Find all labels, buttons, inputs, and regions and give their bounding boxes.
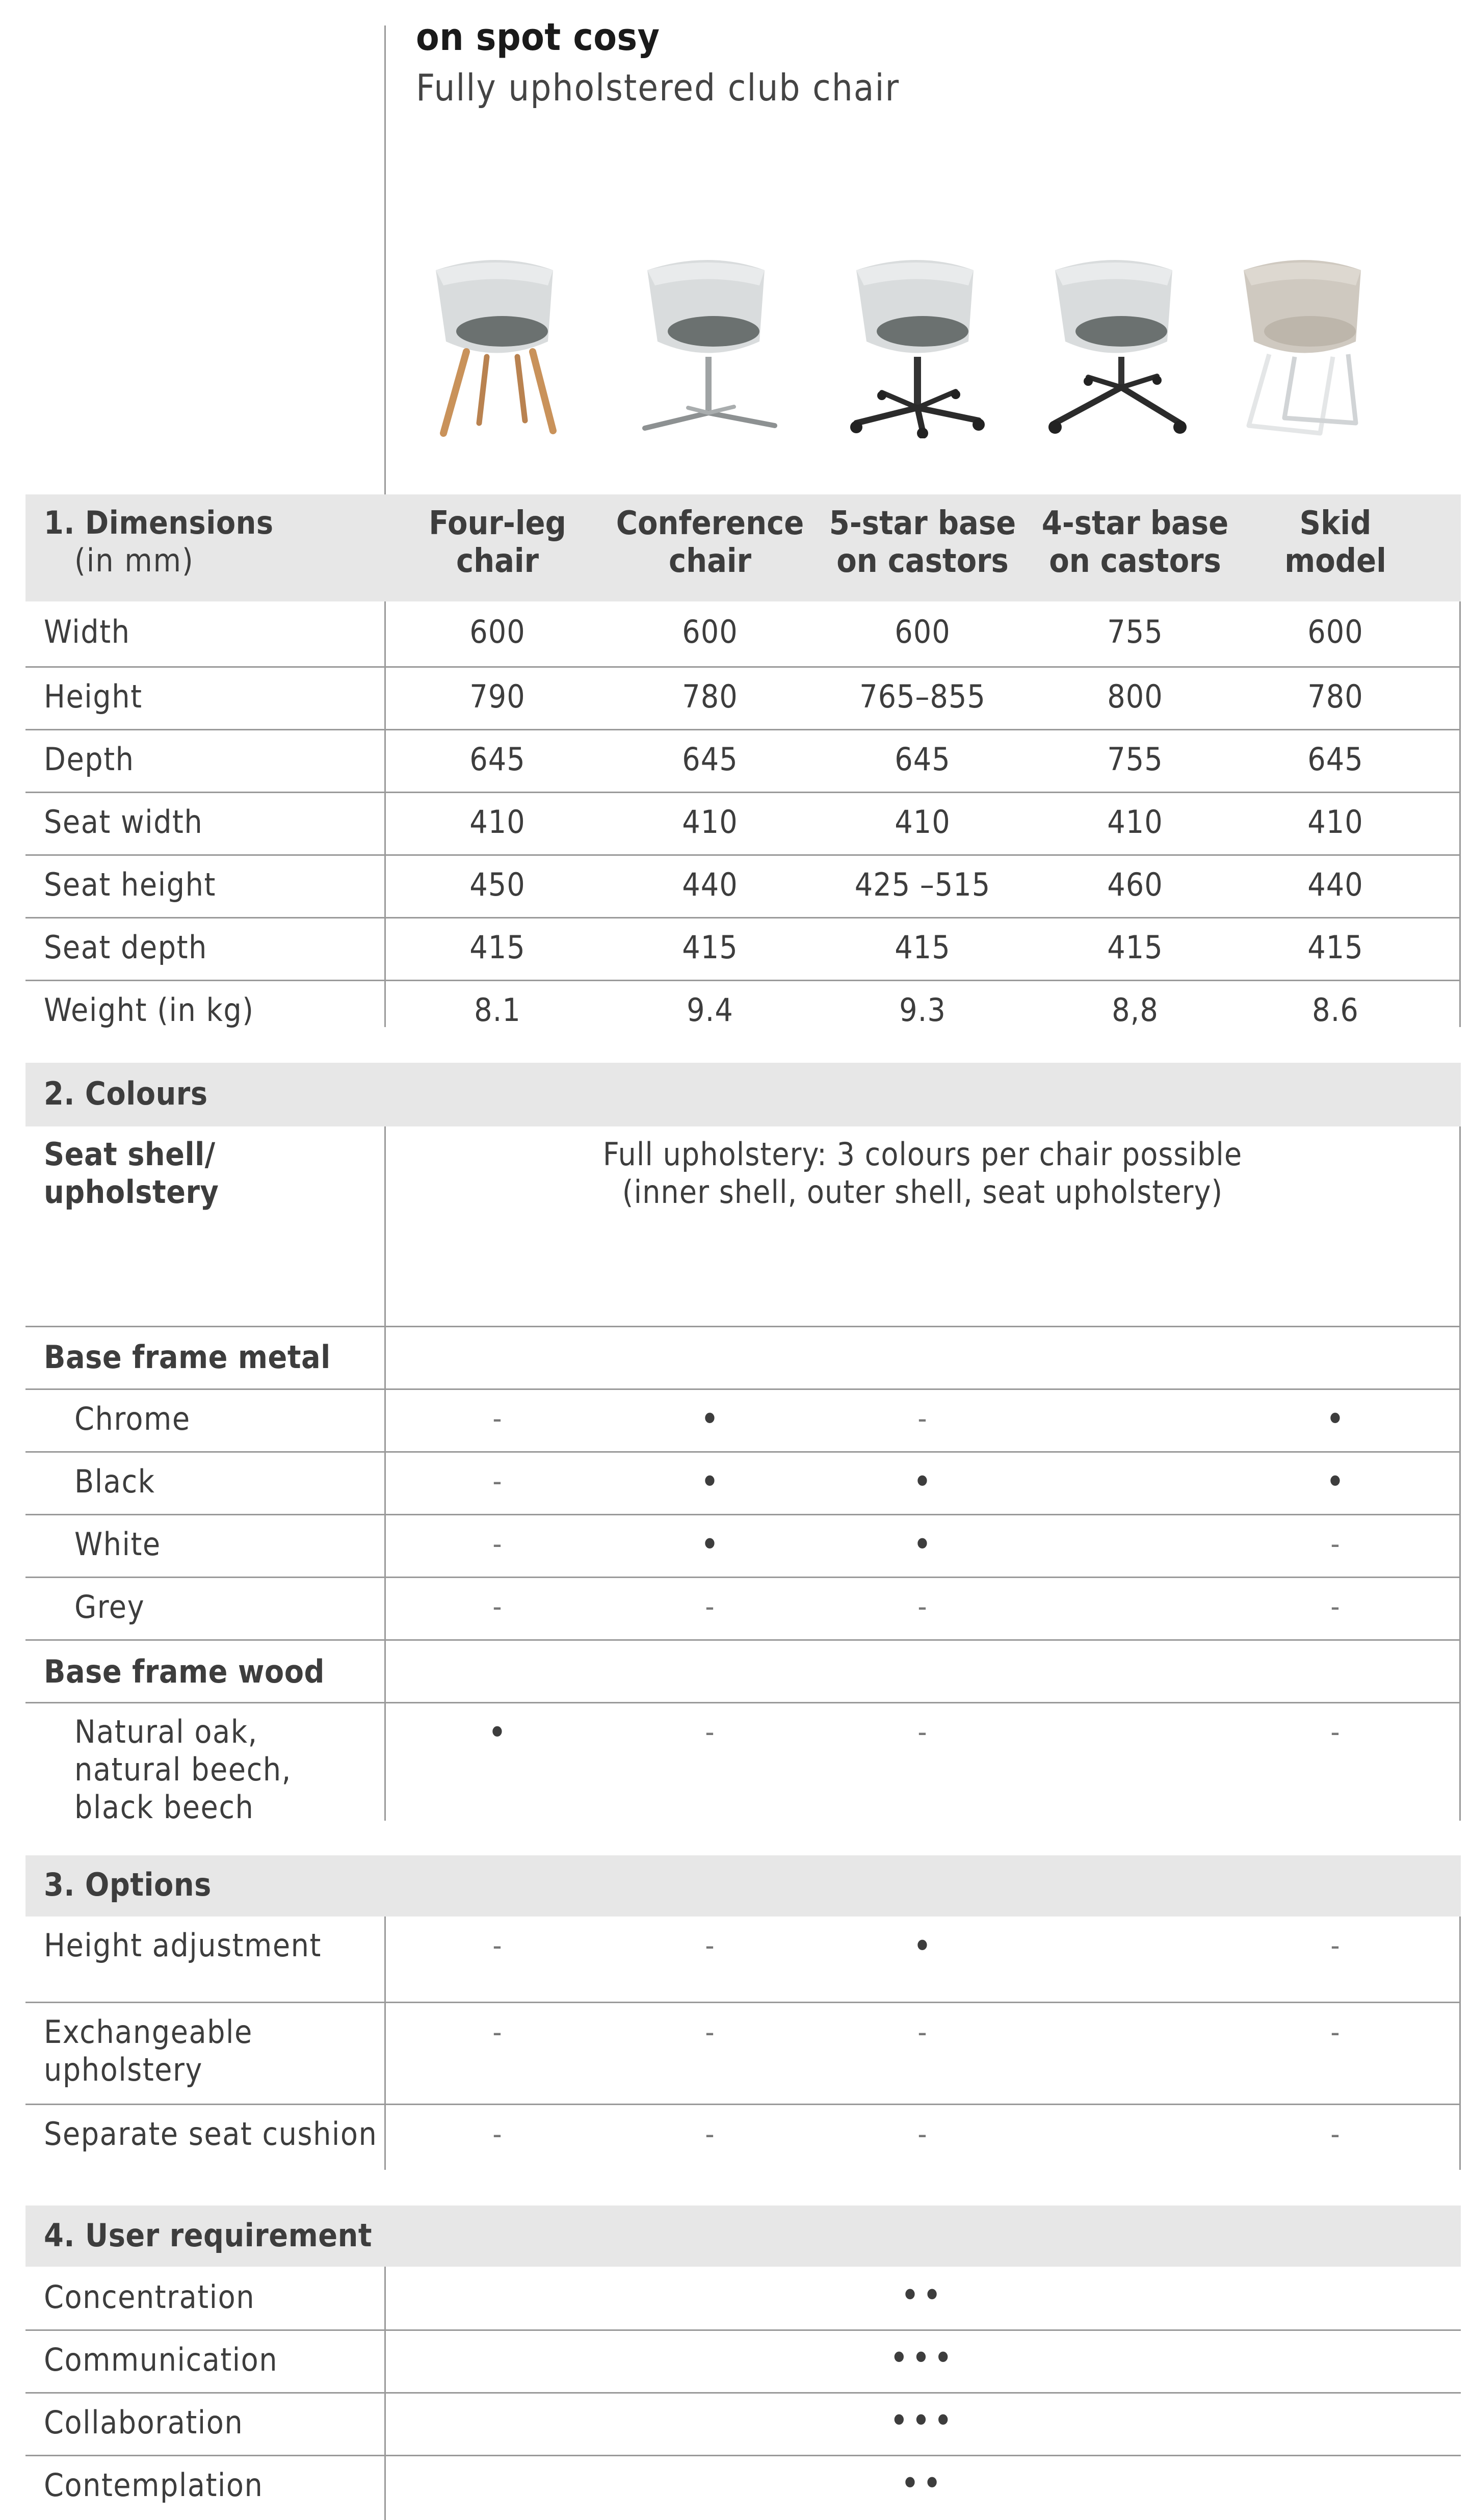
- availability-mark: •: [700, 1398, 720, 1440]
- row-rule: [25, 2104, 1461, 2105]
- row-rule: [25, 1639, 1461, 1641]
- column-header-4-star-line2: on castors: [1049, 542, 1221, 580]
- availability-mark: -: [492, 2016, 503, 2049]
- row-rule: [25, 729, 1461, 730]
- row-rule: [25, 917, 1461, 918]
- availability-mark: -: [492, 1528, 503, 1561]
- product-title: on spot cosy: [416, 15, 660, 59]
- requirement-rating: ••: [900, 2274, 945, 2316]
- row-rule: [25, 792, 1461, 793]
- dimension-value: 415: [1307, 929, 1363, 966]
- skid-chair-image: [1228, 255, 1381, 438]
- dimension-value: 440: [682, 866, 738, 903]
- availability-mark: •: [912, 1925, 933, 1967]
- dimension-value: 415: [895, 929, 951, 966]
- column-header-four-leg-line2: chair: [456, 542, 539, 580]
- availability-mark: •: [1325, 1398, 1346, 1440]
- dimension-value: 415: [682, 929, 738, 966]
- availability-mark: -: [705, 2118, 715, 2151]
- option-row-label: Separate seat cushion: [44, 2115, 378, 2152]
- requirement-rating: ••: [900, 2462, 945, 2504]
- availability-mark: -: [705, 1929, 715, 1962]
- availability-mark: -: [1330, 1929, 1341, 1962]
- conference-chair-image: [632, 255, 785, 438]
- dimension-value: 755: [1107, 613, 1163, 650]
- availability-mark: -: [492, 1402, 503, 1435]
- column-header-conference-line1: Conference: [616, 505, 804, 542]
- right-border: [1459, 1063, 1461, 1821]
- option-row-label: Exchangeable upholstery: [44, 2013, 253, 2088]
- dimension-value: 415: [1107, 929, 1163, 966]
- availability-mark: -: [705, 1716, 715, 1749]
- dimension-value: 410: [1107, 803, 1163, 841]
- availability-mark: -: [705, 2016, 715, 2049]
- metal-row-label: Black: [74, 1463, 155, 1500]
- row-rule: [25, 980, 1461, 981]
- colours-header-band: [25, 1063, 1461, 1126]
- dimension-value: 8.1: [474, 991, 521, 1029]
- row-rule: [25, 2329, 1461, 2331]
- dimension-value: 415: [469, 929, 526, 966]
- dimension-value: 460: [1107, 866, 1163, 903]
- availability-mark: •: [1325, 1461, 1346, 1503]
- availability-mark: •: [700, 1524, 720, 1565]
- four-star-chair-image: [1040, 255, 1193, 438]
- row-rule: [25, 854, 1461, 856]
- dimension-value: 410: [469, 803, 526, 841]
- column-header-skid-line2: model: [1284, 542, 1386, 580]
- dimension-value: 780: [682, 678, 738, 715]
- row-rule: [25, 1514, 1461, 1515]
- dimension-row-label: Seat height: [44, 866, 216, 903]
- option-row-label: Height adjustment: [44, 1927, 322, 1964]
- dimension-value: 645: [682, 741, 738, 778]
- requirement-row-label: Communication: [44, 2341, 278, 2378]
- availability-mark: -: [492, 1465, 503, 1498]
- column-header-skid-line1: Skid: [1299, 505, 1372, 542]
- availability-mark: •: [700, 1461, 720, 1503]
- seat-shell-label: Seat shell/ upholstery: [44, 1136, 219, 1211]
- dimension-value: 425 –515: [854, 866, 991, 903]
- dimensions-unit: (in mm): [74, 542, 194, 579]
- availability-mark: -: [917, 2016, 928, 2049]
- five-star-chair-image: [841, 255, 994, 438]
- dimension-value: 410: [1307, 803, 1363, 841]
- requirement-row-label: Collaboration: [44, 2404, 244, 2441]
- options-heading: 3. Options: [44, 1866, 212, 1903]
- availability-mark: -: [917, 1402, 928, 1435]
- availability-mark: -: [1330, 2118, 1341, 2151]
- dimension-row-label: Seat width: [44, 803, 203, 841]
- dimension-row-label: Depth: [44, 741, 135, 778]
- availability-mark: -: [492, 1929, 503, 1962]
- dimension-value: 755: [1107, 741, 1163, 778]
- row-rule: [25, 666, 1461, 668]
- options-header-band: [25, 1855, 1461, 1917]
- row-rule: [25, 1451, 1461, 1453]
- dimension-value: 645: [895, 741, 951, 778]
- column-header-5-star-line2: on castors: [836, 542, 1009, 580]
- dimension-value: 9.3: [899, 991, 946, 1029]
- dimension-value: 450: [469, 866, 526, 903]
- row-rule: [25, 2002, 1461, 2003]
- availability-mark: -: [492, 1590, 503, 1623]
- dimension-value: 780: [1307, 678, 1363, 715]
- dimension-value: 600: [895, 613, 951, 650]
- dimension-value: 790: [469, 678, 526, 715]
- availability-mark: -: [1330, 2016, 1341, 2049]
- column-header-conference-line2: chair: [668, 542, 752, 580]
- dimensions-heading: 1. Dimensions: [44, 504, 274, 541]
- availability-mark: -: [1330, 1716, 1341, 1749]
- dimension-value: 600: [1307, 613, 1363, 650]
- seat-shell-note-line2: (inner shell, outer shell, seat upholstery): [622, 1173, 1223, 1211]
- dimension-row-label: Weight (in kg): [44, 991, 254, 1029]
- dimension-value: 645: [469, 741, 526, 778]
- dimension-value: 800: [1107, 678, 1163, 715]
- wood-heading: Base frame wood: [44, 1653, 325, 1690]
- four-leg-chair-image: [421, 255, 573, 438]
- row-rule: [25, 1326, 1461, 1327]
- dimension-value: 600: [682, 613, 738, 650]
- requirement-rating: •••: [889, 2400, 956, 2442]
- row-rule: [25, 2392, 1461, 2394]
- dimension-value: 8,8: [1112, 991, 1159, 1029]
- dimension-value: 410: [682, 803, 738, 841]
- column-header-4-star-line1: 4-star base: [1041, 505, 1229, 542]
- metal-row-label: Chrome: [74, 1400, 191, 1437]
- availability-mark: •: [912, 1524, 933, 1565]
- availability-mark: -: [492, 2118, 503, 2151]
- row-rule: [25, 1577, 1461, 1578]
- dimension-value: 410: [895, 803, 951, 841]
- metal-row-label: Grey: [74, 1588, 145, 1625]
- availability-mark: -: [917, 1716, 928, 1749]
- requirement-rating: •••: [889, 2337, 956, 2379]
- metal-row-label: White: [74, 1526, 161, 1563]
- availability-mark: -: [1330, 1528, 1341, 1561]
- dimension-value: 8.6: [1312, 991, 1359, 1029]
- row-rule: [25, 1388, 1461, 1390]
- wood-row-label: Natural oak, natural beech, black beech: [74, 1713, 292, 1826]
- availability-mark: •: [912, 1461, 933, 1503]
- dimension-value: 9.4: [687, 991, 733, 1029]
- column-header-four-leg-line1: Four-leg: [429, 505, 566, 542]
- user-requirement-heading: 4. User requirement: [44, 2217, 373, 2254]
- seat-shell-note-line1: Full upholstery: 3 colours per chair possible: [602, 1136, 1243, 1173]
- availability-mark: -: [1330, 1590, 1341, 1623]
- metal-heading: Base frame metal: [44, 1338, 331, 1376]
- availability-mark: -: [705, 1590, 715, 1623]
- availability-mark: -: [917, 2118, 928, 2151]
- dimension-row-label: Width: [44, 613, 130, 650]
- product-subtitle: Fully upholstered club chair: [416, 66, 900, 109]
- dimension-value: 600: [469, 613, 526, 650]
- dimension-row-label: Height: [44, 678, 143, 715]
- colours-heading: 2. Colours: [44, 1075, 208, 1112]
- requirement-row-label: Concentration: [44, 2278, 255, 2316]
- dimension-row-label: Seat depth: [44, 929, 207, 966]
- column-header-5-star-line1: 5-star base: [829, 505, 1016, 542]
- dimension-value: 765–855: [859, 678, 986, 715]
- requirement-row-label: Contemplation: [44, 2466, 264, 2504]
- availability-mark: -: [917, 1590, 928, 1623]
- dimension-value: 645: [1307, 741, 1363, 778]
- row-rule: [25, 1702, 1461, 1703]
- row-rule: [25, 2455, 1461, 2456]
- availability-mark: •: [487, 1712, 508, 1753]
- dimension-value: 440: [1307, 866, 1363, 903]
